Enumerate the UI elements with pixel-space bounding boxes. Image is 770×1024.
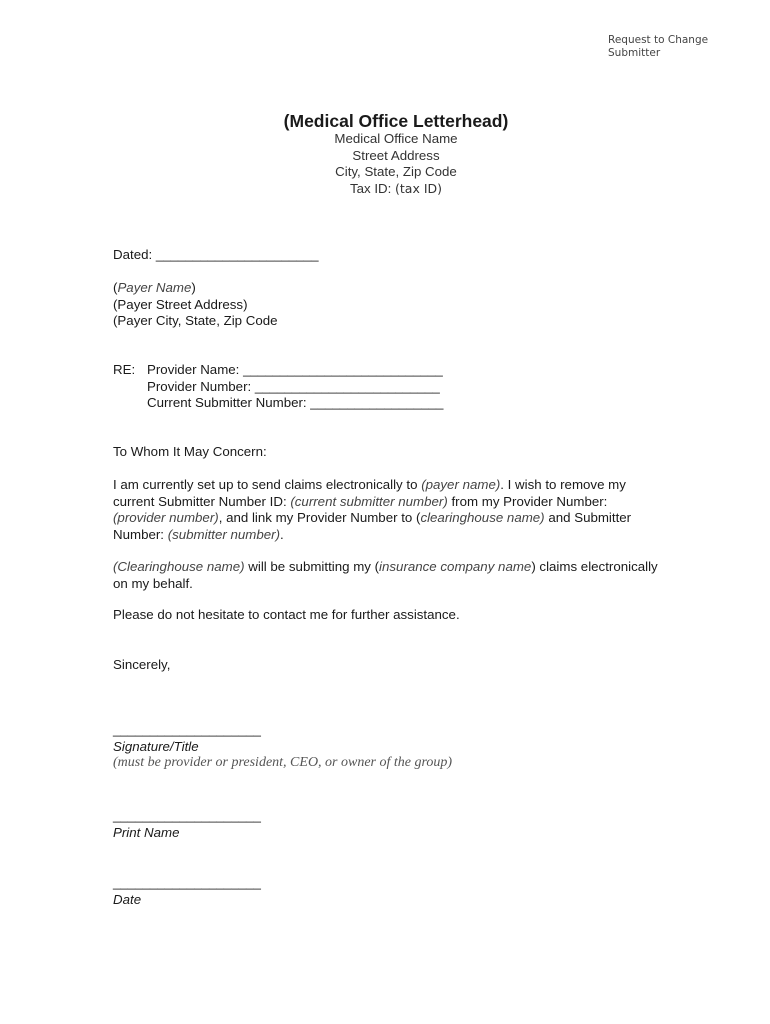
- p1-submitter-number: (submitter number): [167, 526, 281, 542]
- document-header: [608, 34, 708, 60]
- tax-id-label: Tax ID:: [349, 181, 396, 197]
- payer-name-italic: Payer Name: [117, 280, 192, 295]
- print-name-block: [113, 808, 261, 841]
- salutation: To Whom It May Concern:: [113, 444, 267, 459]
- p1-text-6: .: [280, 526, 284, 542]
- p1-clearinghouse: clearinghouse name): [420, 510, 545, 525]
- p1-text-3: from my Provider Number:: [447, 493, 608, 509]
- p1-text-1: I am currently set up to send claims electronically to: [113, 477, 422, 492]
- office-name: Medical Office Name: [334, 131, 458, 146]
- date-line: ____________________: [113, 875, 261, 890]
- signature-label: Signature/Title: [113, 738, 199, 754]
- re-label: RE:: [113, 362, 136, 377]
- p1-text-5: and Submitter Number:: [113, 510, 632, 542]
- header-line-2: Submitter: [608, 47, 661, 59]
- p2-clearinghouse: (Clearinghouse name): [113, 559, 245, 574]
- signature-block: [113, 722, 452, 772]
- letterhead-title: (Medical Office Letterhead): [283, 111, 509, 131]
- p1-current-submitter: (current submitter number): [290, 493, 448, 509]
- office-city: City, State, Zip Code: [335, 164, 457, 180]
- tax-id: [0, 181, 770, 198]
- payer-street: (Payer Street Address): [113, 296, 248, 312]
- letterhead: [0, 110, 770, 198]
- payer-city: (Payer City, State, Zip Code: [113, 313, 278, 328]
- tax-id-value: (tax ID): [395, 181, 443, 197]
- p2-text-1: will be submitting my (: [244, 559, 380, 574]
- p2-insurance-company: insurance company name: [379, 559, 532, 574]
- print-name-line: ____________________: [113, 808, 261, 823]
- p2-text-2: ) claims electronically on my behalf.: [113, 559, 658, 591]
- p1-payer-name: (payer name): [421, 477, 501, 492]
- re-block: [147, 362, 443, 412]
- payer-address: [113, 280, 278, 330]
- p1-text-2: . I wish to remove my current Submitter Number ID:: [113, 477, 626, 509]
- dated-line: Dated: ______________________: [113, 247, 319, 262]
- paragraph-1: [113, 477, 663, 543]
- payer-name-close: ): [191, 280, 196, 295]
- print-name-label: Print Name: [113, 824, 180, 840]
- p1-provider-number: (provider number): [113, 510, 219, 525]
- signature-note: (must be provider or president, CEO, or owner of the group): [113, 755, 453, 770]
- provider-name-line: Provider Name: ___________________________: [147, 362, 443, 377]
- paragraph-2: [113, 559, 663, 592]
- submitter-number-line: Current Submitter Number: __________________: [147, 395, 444, 410]
- date-label: Date: [113, 891, 142, 907]
- signature-line: ____________________: [113, 722, 261, 737]
- paragraph-3: Please do not hesitate to contact me for further assistance.: [113, 607, 460, 622]
- closing: Sincerely,: [113, 657, 171, 672]
- provider-number-line: Provider Number: _________________________: [147, 378, 440, 394]
- office-street: Street Address: [352, 147, 440, 163]
- payer-name: [113, 280, 278, 297]
- payer-name-open: (: [113, 280, 118, 295]
- header-line-1: Request to Change: [608, 34, 709, 46]
- date-block: [113, 875, 261, 908]
- p1-text-4: , and link my Provider Number to (: [218, 510, 421, 525]
